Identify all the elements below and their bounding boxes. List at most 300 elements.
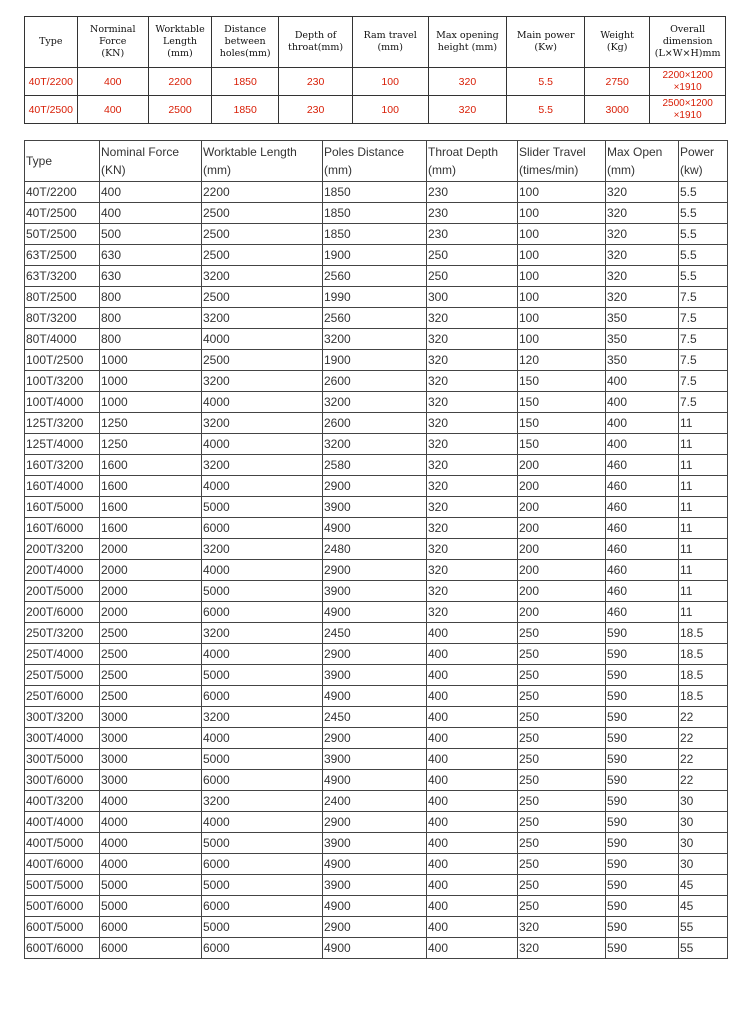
models-cell: 5.5: [679, 203, 728, 224]
models-cell: 300T/5000: [25, 749, 100, 770]
models-cell: 2000: [100, 539, 202, 560]
summary-header-line: Force: [99, 36, 127, 47]
models-cell: 590: [606, 812, 679, 833]
summary-header-line: holes(mm): [219, 48, 271, 59]
models-cell: 4900: [323, 518, 427, 539]
models-header-cell: [323, 141, 427, 182]
models-cell: 300T/6000: [25, 770, 100, 791]
models-cell: 6000: [202, 854, 323, 875]
models-cell: 630: [100, 266, 202, 287]
models-row: [25, 686, 728, 707]
spec-table-summary: [24, 16, 726, 124]
summary-cell: 1850: [212, 68, 279, 96]
models-cell: 320: [606, 245, 679, 266]
models-cell: 400: [427, 854, 518, 875]
models-cell: 350: [606, 350, 679, 371]
models-cell: 11: [679, 413, 728, 434]
models-cell: 590: [606, 686, 679, 707]
models-cell: 160T/6000: [25, 518, 100, 539]
models-cell: 160T/3200: [25, 455, 100, 476]
models-cell: 320: [606, 182, 679, 203]
models-cell: 55: [679, 938, 728, 959]
models-cell: 590: [606, 833, 679, 854]
models-cell: 3900: [323, 665, 427, 686]
models-cell: 320: [518, 938, 606, 959]
models-cell: 250: [518, 896, 606, 917]
models-cell: 80T/2500: [25, 287, 100, 308]
models-cell: 590: [606, 770, 679, 791]
models-cell: 2600: [323, 413, 427, 434]
models-cell: 400: [427, 917, 518, 938]
summary-header-line: Norminal: [90, 24, 136, 35]
models-row: [25, 308, 728, 329]
models-cell: 100: [518, 287, 606, 308]
summary-header-row: [25, 17, 726, 68]
models-cell: 3900: [323, 749, 427, 770]
models-cell: 22: [679, 707, 728, 728]
models-cell: 100: [518, 224, 606, 245]
models-cell: 400: [606, 434, 679, 455]
models-cell: 250: [518, 686, 606, 707]
models-cell: 150: [518, 371, 606, 392]
models-row: [25, 728, 728, 749]
models-cell: 250: [518, 728, 606, 749]
models-cell: 3200: [202, 371, 323, 392]
models-cell: 400: [427, 812, 518, 833]
models-cell: 5000: [202, 833, 323, 854]
models-cell: 2900: [323, 476, 427, 497]
summary-cell: 40T/2500: [25, 96, 78, 124]
models-cell: 590: [606, 707, 679, 728]
models-cell: 7.5: [679, 308, 728, 329]
models-cell: 6000: [202, 938, 323, 959]
models-cell: 400T/4000: [25, 812, 100, 833]
models-cell: 250: [518, 707, 606, 728]
models-cell: 1600: [100, 455, 202, 476]
models-cell: 30: [679, 791, 728, 812]
summary-header-line: (KN): [101, 48, 125, 59]
models-cell: 1850: [323, 203, 427, 224]
models-row: [25, 560, 728, 581]
models-header-line: Power: [680, 145, 715, 159]
models-cell: 250: [518, 791, 606, 812]
models-cell: 22: [679, 749, 728, 770]
models-cell: 320: [427, 560, 518, 581]
models-cell: 22: [679, 770, 728, 791]
models-cell: 63T/3200: [25, 266, 100, 287]
models-header-cell: [427, 141, 518, 182]
models-cell: 3200: [323, 434, 427, 455]
models-cell: 200: [518, 497, 606, 518]
models-header-unit: (mm): [428, 163, 456, 177]
models-header-unit: (kw): [680, 163, 703, 177]
summary-cell: 1850: [212, 96, 279, 124]
models-cell: 600T/6000: [25, 938, 100, 959]
models-row: [25, 938, 728, 959]
models-cell: 1990: [323, 287, 427, 308]
models-cell: 320: [427, 581, 518, 602]
summary-header-line: Worktable: [155, 24, 205, 35]
models-cell: 1900: [323, 245, 427, 266]
models-cell: 4000: [100, 812, 202, 833]
models-cell: 55: [679, 917, 728, 938]
models-cell: 320: [427, 434, 518, 455]
models-cell: 7.5: [679, 287, 728, 308]
models-cell: 250: [518, 749, 606, 770]
models-cell: 1900: [323, 350, 427, 371]
models-header-cell: [100, 141, 202, 182]
models-cell: 1600: [100, 518, 202, 539]
models-cell: 2500: [202, 203, 323, 224]
models-cell: 2500: [202, 224, 323, 245]
models-cell: 250: [518, 812, 606, 833]
models-row: [25, 791, 728, 812]
models-cell: 250: [427, 266, 518, 287]
models-row: [25, 497, 728, 518]
summary-cell: 320: [428, 68, 507, 96]
models-cell: 2000: [100, 602, 202, 623]
models-cell: 100: [518, 266, 606, 287]
summary-header-cell: [352, 17, 428, 68]
models-cell: 4000: [202, 392, 323, 413]
models-cell: 320: [427, 518, 518, 539]
models-cell: 3200: [202, 623, 323, 644]
models-cell: 200T/3200: [25, 539, 100, 560]
models-cell: 100: [518, 329, 606, 350]
models-cell: 160T/4000: [25, 476, 100, 497]
models-cell: 320: [606, 266, 679, 287]
summary-header-line: between: [224, 36, 266, 47]
models-row: [25, 287, 728, 308]
summary-header-cell: [25, 17, 78, 68]
models-cell: 400: [427, 896, 518, 917]
models-cell: 1000: [100, 350, 202, 371]
models-cell: 460: [606, 560, 679, 581]
models-cell: 3000: [100, 707, 202, 728]
models-cell: 250: [518, 770, 606, 791]
models-cell: 400: [427, 686, 518, 707]
models-header-line: Slider Travel: [519, 145, 586, 159]
models-cell: 3000: [100, 728, 202, 749]
models-row: [25, 854, 728, 875]
models-cell: 3900: [323, 833, 427, 854]
models-cell: 500T/6000: [25, 896, 100, 917]
models-cell: 50T/2500: [25, 224, 100, 245]
models-cell: 590: [606, 665, 679, 686]
models-cell: 590: [606, 749, 679, 770]
models-cell: 4000: [202, 434, 323, 455]
models-cell: 320: [427, 413, 518, 434]
models-cell: 200T/6000: [25, 602, 100, 623]
models-cell: 3200: [202, 455, 323, 476]
models-cell: 2560: [323, 308, 427, 329]
models-cell: 320: [427, 539, 518, 560]
models-cell: 400: [427, 938, 518, 959]
summary-header-line: height (mm): [437, 42, 498, 53]
models-cell: 3900: [323, 875, 427, 896]
models-header-row: [25, 141, 728, 182]
models-cell: 2500: [202, 245, 323, 266]
models-cell: 320: [427, 329, 518, 350]
models-cell: 250T/3200: [25, 623, 100, 644]
models-cell: 3200: [323, 329, 427, 350]
models-row: [25, 329, 728, 350]
models-cell: 2400: [323, 791, 427, 812]
models-cell: 7.5: [679, 392, 728, 413]
summary-header-line: Overall: [670, 24, 706, 35]
models-cell: 590: [606, 623, 679, 644]
models-cell: 250T/6000: [25, 686, 100, 707]
models-cell: 320: [518, 917, 606, 938]
models-cell: 5000: [202, 665, 323, 686]
models-cell: 11: [679, 476, 728, 497]
models-cell: 2450: [323, 623, 427, 644]
models-cell: 2200: [202, 182, 323, 203]
models-cell: 125T/4000: [25, 434, 100, 455]
models-cell: 2560: [323, 266, 427, 287]
summary-header-line: (mm): [377, 42, 403, 53]
models-cell: 125T/3200: [25, 413, 100, 434]
summary-header-cell: [428, 17, 507, 68]
models-row: [25, 875, 728, 896]
models-header-cell: [25, 141, 100, 182]
models-cell: 630: [100, 245, 202, 266]
models-cell: 400: [427, 833, 518, 854]
models-cell: 6000: [202, 602, 323, 623]
models-cell: 800: [100, 308, 202, 329]
models-header-unit: (KN): [101, 163, 126, 177]
models-header-line: Poles Distance: [324, 145, 405, 159]
models-cell: 1000: [100, 392, 202, 413]
models-row: [25, 455, 728, 476]
summary-header-line: Type: [39, 36, 63, 47]
models-row: [25, 770, 728, 791]
models-cell: 150: [518, 413, 606, 434]
summary-header-line: dimension: [662, 36, 713, 47]
models-cell: 400: [427, 770, 518, 791]
models-cell: 4900: [323, 896, 427, 917]
models-cell: 320: [427, 455, 518, 476]
models-row: [25, 203, 728, 224]
summary-cell: 100: [352, 96, 428, 124]
models-cell: 2480: [323, 539, 427, 560]
models-cell: 2600: [323, 371, 427, 392]
models-row: [25, 665, 728, 686]
models-cell: 320: [427, 371, 518, 392]
summary-header-line: Ram travel: [363, 30, 417, 41]
models-cell: 11: [679, 518, 728, 539]
models-cell: 200T/4000: [25, 560, 100, 581]
summary-cell: 5.5: [507, 68, 585, 96]
summary-header-cell: [650, 17, 726, 68]
models-cell: 63T/2500: [25, 245, 100, 266]
models-cell: 350: [606, 308, 679, 329]
models-cell: 2580: [323, 455, 427, 476]
models-cell: 460: [606, 602, 679, 623]
models-cell: 800: [100, 329, 202, 350]
models-cell: 590: [606, 875, 679, 896]
models-header-line: Type: [26, 154, 53, 168]
models-cell: 3900: [323, 581, 427, 602]
models-cell: 400T/5000: [25, 833, 100, 854]
models-cell: 500T/5000: [25, 875, 100, 896]
models-cell: 11: [679, 434, 728, 455]
models-cell: 460: [606, 455, 679, 476]
models-cell: 400: [427, 644, 518, 665]
models-cell: 4000: [100, 833, 202, 854]
models-header-line: Nominal Force: [101, 145, 180, 159]
models-cell: 590: [606, 791, 679, 812]
summary-header-line: (mm): [167, 48, 193, 59]
models-cell: 6000: [202, 770, 323, 791]
models-cell: 200: [518, 602, 606, 623]
models-row: [25, 476, 728, 497]
models-cell: 3200: [202, 707, 323, 728]
models-cell: 300T/3200: [25, 707, 100, 728]
summary-cell: 2200: [149, 68, 212, 96]
models-cell: 4000: [202, 812, 323, 833]
models-row: [25, 896, 728, 917]
models-row: [25, 539, 728, 560]
models-header-line: Max Open: [607, 145, 663, 159]
models-cell: 18.5: [679, 623, 728, 644]
summary-cell: 400: [77, 68, 148, 96]
summary-cell: 3000: [585, 96, 650, 124]
models-cell: 590: [606, 644, 679, 665]
summary-header-cell: [279, 17, 353, 68]
models-cell: 400: [100, 203, 202, 224]
models-cell: 2900: [323, 728, 427, 749]
models-cell: 2900: [323, 560, 427, 581]
summary-cell: 230: [279, 68, 353, 96]
models-cell: 100T/3200: [25, 371, 100, 392]
models-cell: 1000: [100, 371, 202, 392]
models-cell: 2900: [323, 644, 427, 665]
models-header-cell: [679, 141, 728, 182]
models-cell: 590: [606, 917, 679, 938]
models-row: [25, 245, 728, 266]
models-row: [25, 434, 728, 455]
models-cell: 590: [606, 728, 679, 749]
models-cell: 80T/4000: [25, 329, 100, 350]
models-cell: 4900: [323, 686, 427, 707]
models-header-cell: [606, 141, 679, 182]
models-cell: 250: [518, 854, 606, 875]
models-cell: 11: [679, 455, 728, 476]
models-cell: 100: [518, 245, 606, 266]
models-row: [25, 392, 728, 413]
summary-cell: 5.5: [507, 96, 585, 124]
models-header-cell: [518, 141, 606, 182]
models-row: [25, 413, 728, 434]
models-cell: 800: [100, 287, 202, 308]
models-cell: 250T/4000: [25, 644, 100, 665]
models-cell: 320: [427, 308, 518, 329]
models-cell: 320: [606, 203, 679, 224]
models-cell: 2900: [323, 812, 427, 833]
models-cell: 4000: [202, 329, 323, 350]
models-cell: 3200: [202, 308, 323, 329]
models-row: [25, 749, 728, 770]
models-cell: 11: [679, 539, 728, 560]
models-cell: 600T/5000: [25, 917, 100, 938]
models-header-unit: (mm): [607, 163, 635, 177]
models-cell: 5000: [202, 749, 323, 770]
models-cell: 100T/2500: [25, 350, 100, 371]
models-header-unit: (mm): [324, 163, 352, 177]
models-cell: 200: [518, 560, 606, 581]
models-cell: 400: [606, 413, 679, 434]
models-cell: 4900: [323, 602, 427, 623]
models-cell: 4000: [202, 644, 323, 665]
summary-header-line: Depth of: [294, 30, 337, 41]
models-cell: 5000: [202, 581, 323, 602]
models-cell: 500: [100, 224, 202, 245]
models-cell: 250: [518, 665, 606, 686]
summary-cell: 40T/2200: [25, 68, 78, 96]
models-cell: 6000: [202, 686, 323, 707]
models-cell: 5.5: [679, 224, 728, 245]
summary-header-cell: [149, 17, 212, 68]
models-cell: 400: [606, 371, 679, 392]
summary-header-line: (L×W×H)mm: [654, 48, 721, 59]
models-cell: 2500: [100, 623, 202, 644]
models-cell: 460: [606, 539, 679, 560]
summary-header-line: Length: [162, 36, 198, 47]
summary-header-cell: [77, 17, 148, 68]
models-cell: 160T/5000: [25, 497, 100, 518]
summary-cell: 2750: [585, 68, 650, 96]
models-cell: 45: [679, 896, 728, 917]
summary-row: [25, 96, 726, 124]
models-cell: 400: [427, 875, 518, 896]
models-cell: 320: [427, 392, 518, 413]
models-cell: 320: [606, 224, 679, 245]
models-row: [25, 644, 728, 665]
models-cell: 3200: [202, 413, 323, 434]
models-cell: 4000: [202, 560, 323, 581]
models-cell: 4900: [323, 770, 427, 791]
summary-header-cell: [585, 17, 650, 68]
models-cell: 590: [606, 896, 679, 917]
summary-cell: 230: [279, 96, 353, 124]
models-row: [25, 518, 728, 539]
summary-header-line: throat(mm): [288, 42, 344, 53]
models-cell: 320: [427, 476, 518, 497]
models-cell: 2500: [100, 686, 202, 707]
summary-header-line: Weight: [600, 30, 634, 41]
models-cell: 400: [427, 749, 518, 770]
models-header-unit: (mm): [203, 163, 231, 177]
summary-cell: 400: [77, 96, 148, 124]
models-cell: 1250: [100, 434, 202, 455]
models-row: [25, 917, 728, 938]
summary-cell: 320: [428, 96, 507, 124]
models-cell: 460: [606, 518, 679, 539]
models-cell: 5000: [202, 917, 323, 938]
models-cell: 200: [518, 581, 606, 602]
models-row: [25, 707, 728, 728]
models-cell: 3900: [323, 497, 427, 518]
models-cell: 4000: [100, 791, 202, 812]
models-cell: 250: [518, 623, 606, 644]
models-row: [25, 602, 728, 623]
models-cell: 300T/4000: [25, 728, 100, 749]
models-cell: 45: [679, 875, 728, 896]
models-cell: 200T/5000: [25, 581, 100, 602]
models-cell: 2450: [323, 707, 427, 728]
models-cell: 200: [518, 518, 606, 539]
